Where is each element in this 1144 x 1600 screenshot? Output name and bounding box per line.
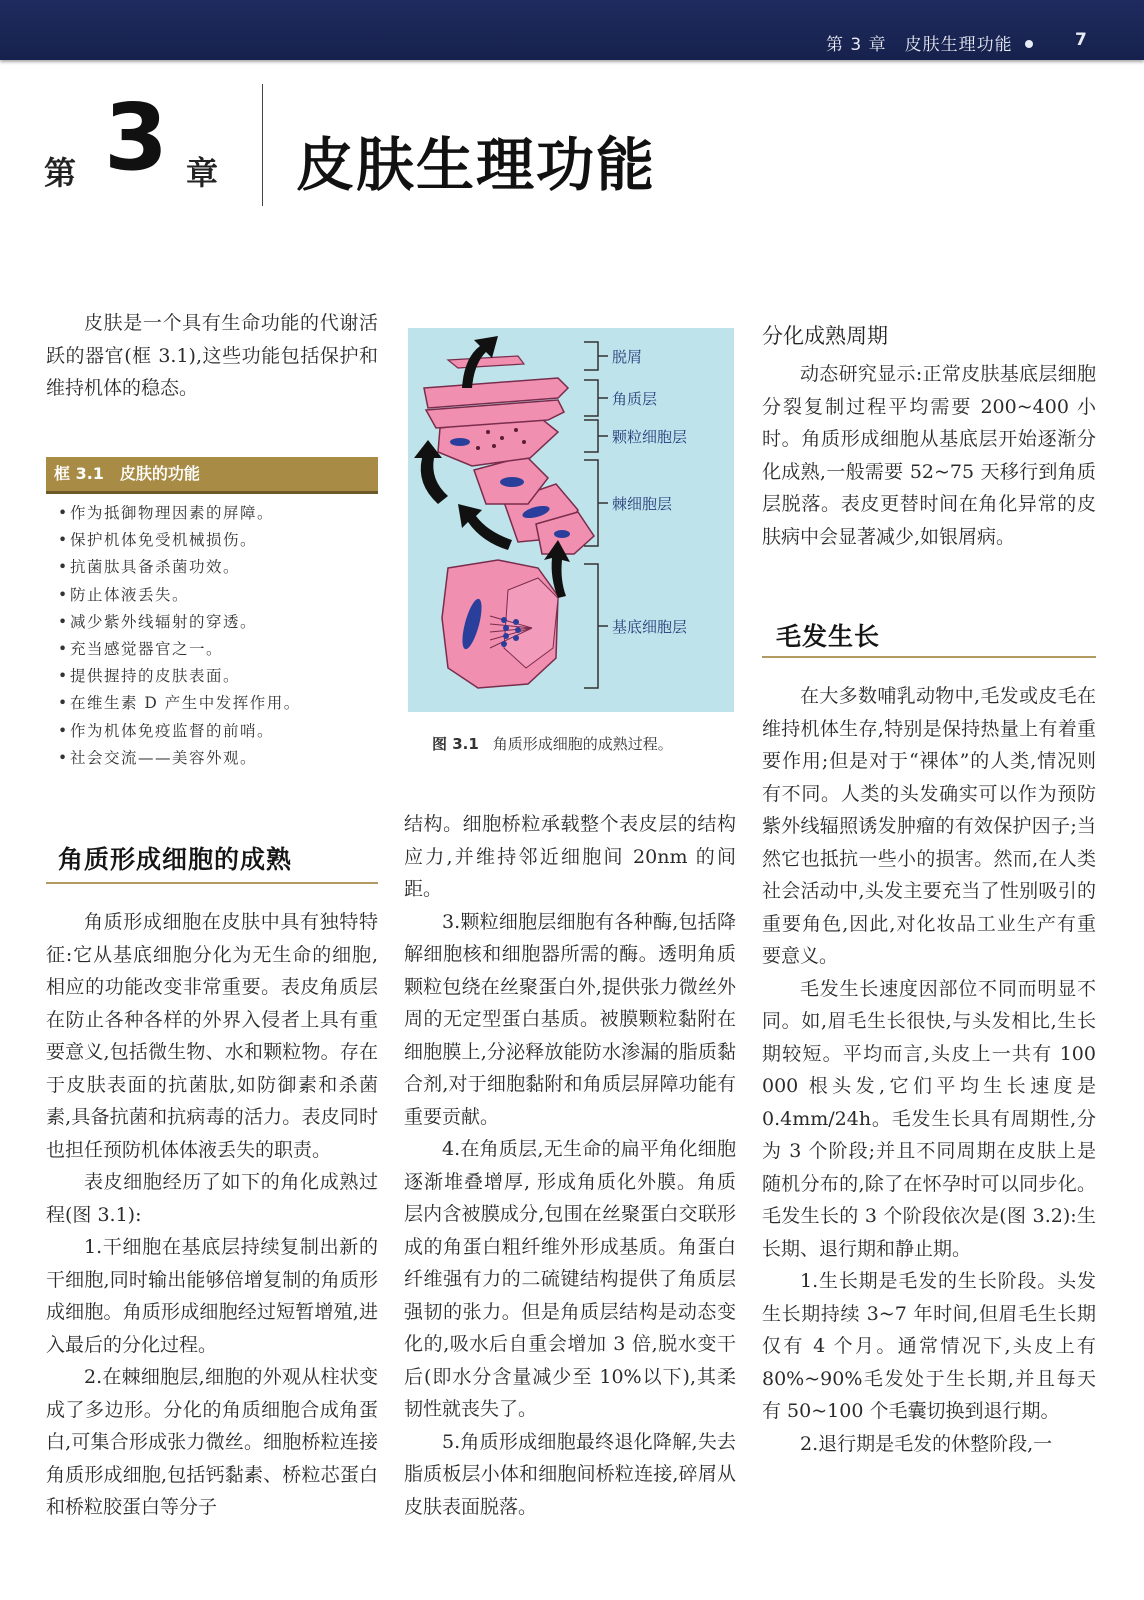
chapter-prefix: 第 [44, 154, 77, 192]
body-paragraph: 3.颗粒细胞层细胞有各种酶,包括降解细胞核和细胞器所需的酶。透明角质颗粒包绕在丝聚蛋白外,提供张力微丝外周的无定型蛋白基质。被膜颗粒黏附在细胞膜上,分泌释放能防水渗漏的脂质黏合剂,对于细胞黏附和角质层屏障功能有重要贡献。 [404, 910, 736, 1128]
figure-label: 棘细胞层 [612, 495, 673, 513]
figure-caption [432, 733, 673, 754]
box-item: • 保护机体免受机械损伤。 [46, 527, 378, 554]
col3-body [762, 680, 1096, 1460]
box-3-1 [46, 457, 378, 772]
chapter-number: 3 [104, 84, 169, 191]
box-title: 框 3.1 皮肤的功能 [46, 457, 378, 494]
body-paragraph: 5.角质形成细胞最终退化降解,失去脂质板层小体和细胞间桥粒连接,碎屑从皮肤表面脱落。 [404, 1430, 736, 1518]
body-paragraph: 表皮细胞经历了如下的角化成熟过程(图 3.1): [46, 1171, 378, 1226]
intro-paragraph: 皮肤是一个具有生命功能的代谢活跃的器官(框 3.1),这些功能包括保护和维持机体的稳态。 [46, 312, 378, 399]
figure-label: 颗粒细胞层 [612, 428, 688, 446]
body-paragraph: 结构。细胞桥粒承载整个表皮层的结构应力,并维持邻近细胞间 20nm 的间距。 [404, 813, 736, 900]
figure-3-1 [408, 328, 734, 712]
header-bar [0, 0, 1144, 60]
bullet-dot-icon [1025, 40, 1033, 48]
body-paragraph: 毛发生长速度因部位不同而明显不同。如,眉毛生长很快,与头发相比,生长期较短。平均而言,头皮上一共有 100 000 根头发,它们平均生长速度是 0.4mm/24h。毛发生长具有周期性,分为 3 个阶段;并且不同周期在皮肤上是随机分布的,除了在怀孕时可以同步化。毛发生长的 3 个阶段依次是(图 3.2):生长期、退行期和静止期。 [762, 977, 1096, 1260]
body-paragraph: 4.在角质层,无生命的扁平角化细胞逐渐堆叠增厚, 形成角质化外膜。角质层内含被膜成分,包围在丝聚蛋白交联形成的角蛋白粗纤维外形成基质。角蛋白纤维强有力的二硫键结构提供了角质层强韧的张力。但是角质层结构是动态变化的,吸水后自重会增加 3 倍,脱水变干后(即水分含量减少至 10%以下),其柔韧性就丧失了。 [404, 1138, 736, 1420]
col1-body [46, 906, 378, 1524]
body-paragraph: 2.退行期是毛发的休整阶段,一 [800, 1432, 1053, 1455]
chapter-title: 皮肤生理功能 [296, 131, 657, 199]
box-item: • 减少紫外线辐射的穿透。 [46, 609, 378, 636]
section-rule [46, 882, 378, 884]
chapter-suffix: 章 [186, 154, 219, 192]
body-paragraph: 在大多数哺乳动物中,毛发或皮毛在维持机体生存,特别是保持热量上有着重要作用;但是对于“裸体”的人类,情况则有不同。人类的头发确实可以作为预防紫外线辐照诱发肿瘤的有效保护因子;当然它也抵抗一些小的损害。然而,在人类社会活动中,头发主要充当了性别吸引的重要角色,因此,对化妆品工业生产有重要意义。 [762, 685, 1096, 967]
section-rule [762, 656, 1096, 658]
section-heading-hair: 毛发生长 [776, 622, 881, 651]
section-heading-keratinocyte: 角质形成细胞的成熟 [58, 845, 293, 874]
box-item: • 在维生素 D 产生中发挥作用。 [46, 690, 378, 717]
box-item: • 作为抵御物理因素的屏障。 [46, 500, 378, 527]
keratinocyte-maturation-illustration [408, 328, 734, 712]
box-item: • 充当感觉器官之一。 [46, 636, 378, 663]
figure-caption-label: 图 3.1 [432, 735, 479, 753]
box-list [46, 500, 378, 772]
chapter-divider [262, 84, 263, 206]
figure-label: 基底细胞层 [612, 618, 688, 636]
box-item: • 提供握持的皮肤表面。 [46, 663, 378, 690]
figure-label: 角质层 [612, 390, 658, 408]
col3-top-body [762, 358, 1096, 553]
intro-paragraph-block [46, 307, 378, 405]
body-paragraph: 1.生长期是毛发的生长阶段。头发生长期持续 3~7 年时间,但眉毛生长期仅有 4 个月。通常情况下,头皮上有 80%~90%毛发处于生长期,并且每天有 50~100 个毛囊切换到退行期。 [762, 1270, 1096, 1422]
box-item: • 防止体液丢失。 [46, 582, 378, 609]
body-paragraph: 动态研究显示:正常皮肤基底层细胞分裂复制过程平均需要 200~400 小时。角质形成细胞从基底层开始逐渐分化成熟,一般需要 52~75 天移行到角质层脱落。表皮更替时间在角化异常的皮肤病中会显著减少,如银屑病。 [762, 363, 1096, 548]
col2-body [404, 808, 736, 1523]
box-item: • 抗菌肽具备杀菌功效。 [46, 554, 378, 581]
figure-caption-text: 角质形成细胞的成熟过程。 [492, 735, 673, 753]
running-head: 第 3 章 皮肤生理功能 [826, 30, 1033, 55]
figure-label: 脱屑 [612, 348, 643, 366]
layer-bracket [584, 342, 608, 688]
box-item: • 社会交流——美容外观。 [46, 745, 378, 772]
body-paragraph: 角质形成细胞在皮肤中具有独特特征:它从基底细胞分化为无生命的细胞,相应的功能改变非常重要。表皮角质层在防止各种各样的外界入侵者上具有重要意义,包括微生物、水和颗粒物。存在于皮肤表面的抗菌肽,如防御素和杀菌素,具备抗菌和抗病毒的活力。表皮同时也担任预防机体体液丢失的职责。 [46, 911, 378, 1161]
box-item: • 作为机体免疫监督的前哨。 [46, 718, 378, 745]
subheading-cycle: 分化成熟周期 [762, 324, 888, 348]
body-paragraph: 1.干细胞在基底层持续复制出新的干细胞,同时输出能够倍增复制的角质形成细胞。角质形成细胞经过短暂增殖,进入最后的分化过程。 [46, 1236, 378, 1356]
page-number: 7 [1075, 30, 1087, 50]
body-paragraph: 2.在棘细胞层,细胞的外观从柱状变成了多边形。分化的角质细胞合成角蛋白,可集合形成张力微丝。细胞桥粒连接角质形成细胞,包括钙黏素、桥粒芯蛋白和桥粒胶蛋白等分子 [46, 1366, 378, 1518]
